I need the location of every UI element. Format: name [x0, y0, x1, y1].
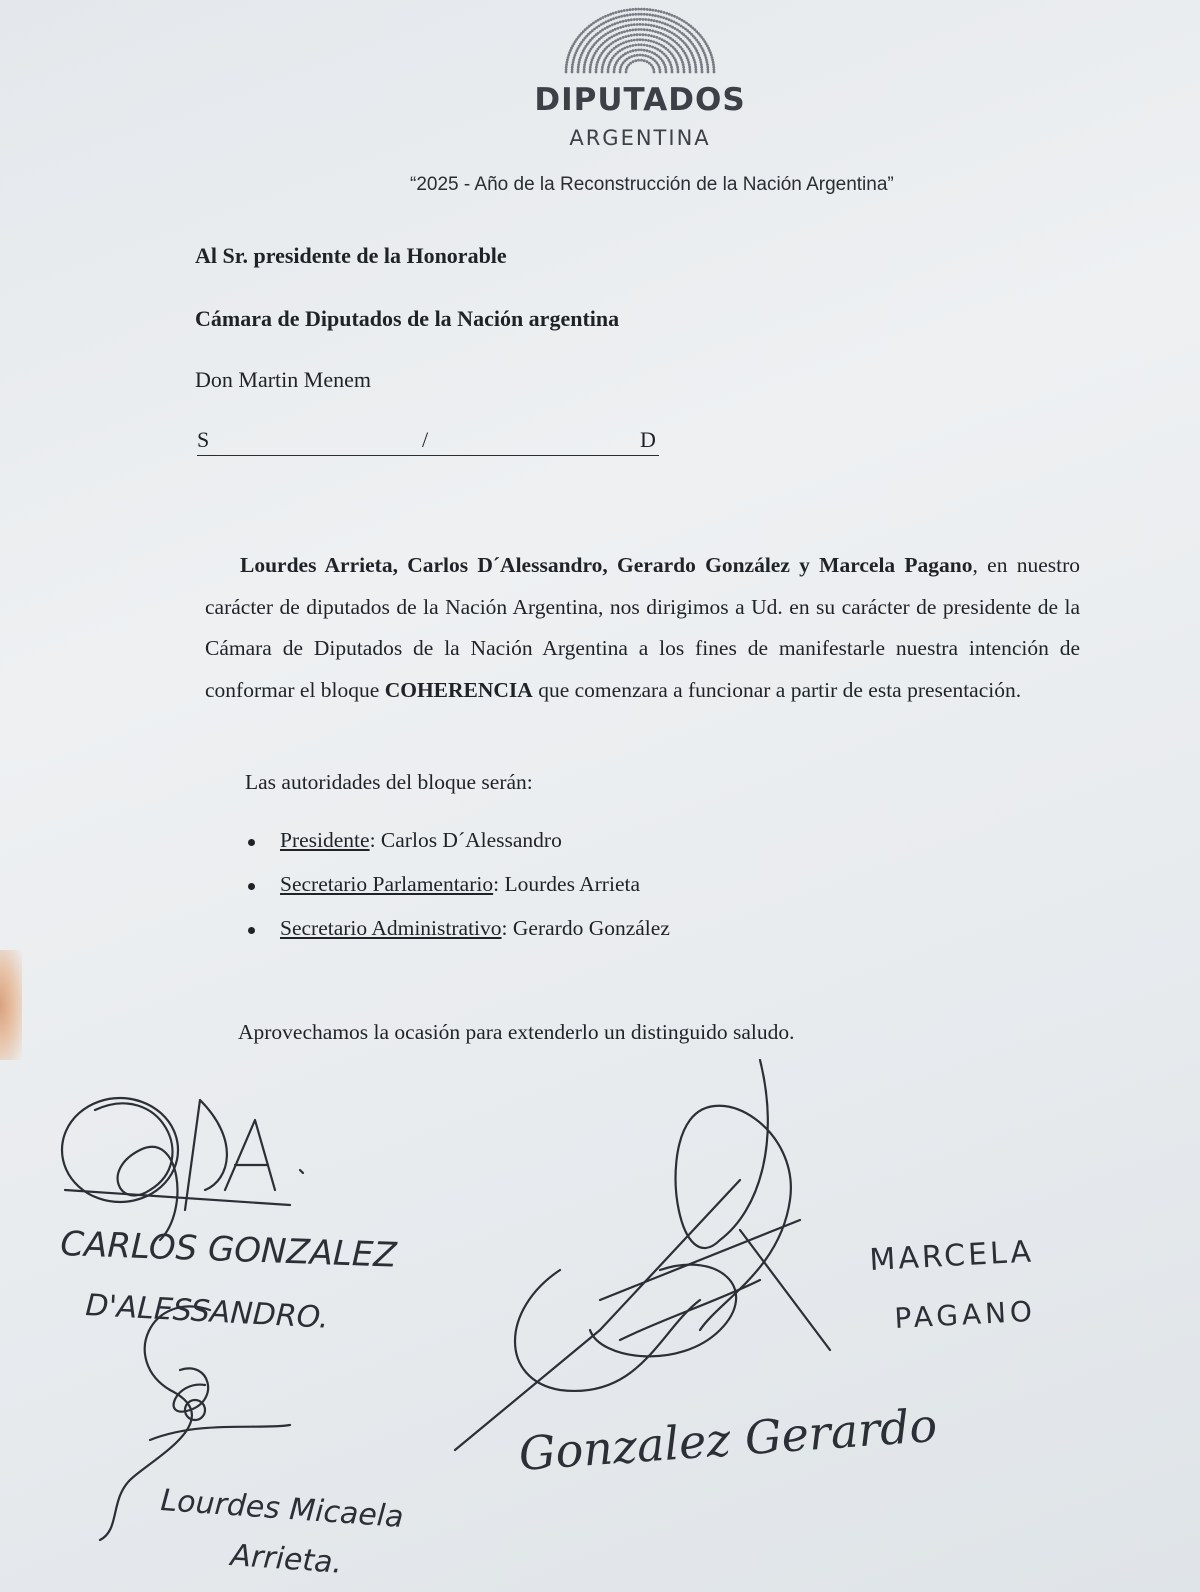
- signature-carlos: [62, 1098, 303, 1240]
- list-item: [245, 916, 670, 960]
- signature-lourdes-line-2: Arrieta.: [229, 1538, 344, 1581]
- body-text-part-2: que comenzara a funcionar a partir de esta presentación.: [532, 677, 1022, 702]
- signatures-area: [0, 1040, 1200, 1592]
- signature-carlos-line-1: CARLOS GONZALEZ: [59, 1224, 398, 1276]
- role-label: Presidente: [280, 828, 370, 852]
- role-label: Secretario Parlamentario: [280, 872, 494, 896]
- addressee-line-2: Cámara de Diputados de la Nación argentina: [195, 306, 620, 331]
- hemicycle-icon: [555, 0, 725, 80]
- authorities-title: Las autoridades del bloque serán:: [245, 770, 533, 794]
- body-text-part-1: , en nuestro carácter de diputados de la Nación Argentina, nos dirigimos a Ud. en su carácter de presidente de la Cámara de Diputados de la Nación Argentina a los fines de manifestarle nuestra intención de conformar el bloque: [205, 553, 1080, 702]
- year-motto: “2025 - Año de la Reconstrucción de la Nación Argentina”: [410, 174, 894, 195]
- signature-marcela-line-2: PAGANO: [893, 1294, 1037, 1335]
- signature-marcela-line-1: MARCELA: [868, 1234, 1035, 1278]
- role-holder: Lourdes Arrieta: [504, 872, 641, 896]
- names-bold: Lourdes Arrieta, Carlos D´Alessandro, Gerardo González y Marcela Pagano: [240, 553, 973, 577]
- addressee-line-3: Don Martin Menem: [195, 367, 371, 392]
- signature-gerardo: [455, 1060, 830, 1450]
- list-item: [245, 872, 670, 916]
- role-holder: Gerardo González: [512, 916, 670, 940]
- signature-carlos-line-2: D'ALESSANDRO.: [84, 1288, 330, 1336]
- role-separator: :: [501, 916, 513, 940]
- logo-title: DIPUTADOS: [534, 82, 746, 118]
- authorities-list: [245, 828, 670, 960]
- body-paragraph: [205, 545, 1080, 711]
- sd-line: [197, 427, 659, 456]
- signature-gerardo-text: Gonzalez Gerardo: [517, 1397, 939, 1481]
- addressee-line-1: Al Sr. presidente de la Honorable: [195, 243, 507, 268]
- role-label: Secretario Administrativo: [280, 916, 502, 940]
- bloque-name: COHERENCIA: [384, 677, 533, 702]
- role-holder: Carlos D´Alessandro: [380, 828, 562, 852]
- closing-line: Aprovechamos la ocasión para extenderlo un distinguido saludo.: [238, 1020, 795, 1044]
- diputados-logo: [520, 0, 760, 160]
- logo-subtitle: ARGENTINA: [569, 126, 711, 150]
- list-item: [245, 828, 670, 872]
- sd-d: D: [640, 427, 656, 452]
- sd-s: S: [197, 427, 210, 452]
- signature-lourdes-line-1: Lourdes Micaela: [159, 1483, 405, 1535]
- role-separator: :: [493, 872, 505, 896]
- sd-slash: /: [422, 427, 429, 452]
- role-separator: :: [369, 828, 381, 852]
